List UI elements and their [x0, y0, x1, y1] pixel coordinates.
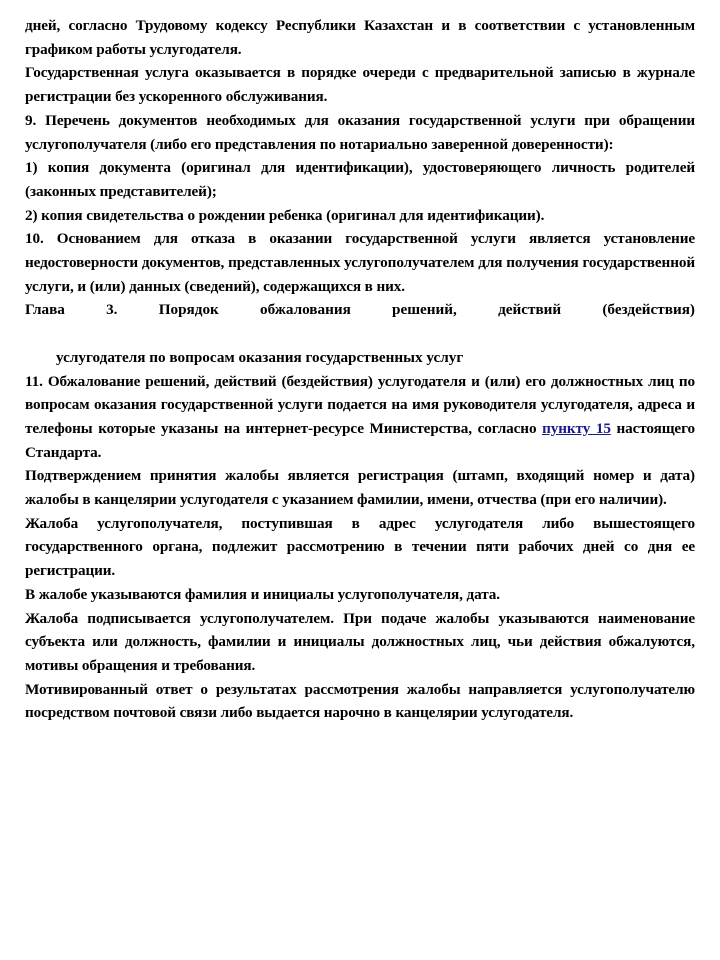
paragraph-queue-order: Государственная услуга оказывается в порядке очереди с предварительной записью в журнале регистрации без ускоренного обслуживания. — [25, 64, 695, 106]
chapter-3-heading-line-1: Глава 3. Порядок обжалования решений, действий (бездействия) — [25, 301, 695, 319]
document-body — [25, 14, 695, 725]
paragraph-item-10-refusal-grounds: 10. Основанием для отказа в оказании государственной услуги является установление недостоверности документов, представленных услугополучателем для получения государственной услуги, и (или) данных (сведений), содержащихся в них. — [25, 230, 695, 295]
paragraph-complaint-review-period: Жалоба услугополучателя, поступившая в адрес услугодателя либо вышестоящего государственного органа, подлежит рассмотрению в течении пяти рабочих дней со дня ее регистрации. — [25, 514, 695, 580]
paragraph-item-11-text-before-link: 11. Обжалование решений, действий (бездействия) услугодателя и (или) его должностных лиц по вопросам оказания государственной услуги подается на имя руководителя услугодателя, адреса и телефоны которые указаны на интернет-ресурсе Министерства, согласно — [25, 372, 695, 437]
paragraph-item-9-documents-list: 9. Перечень документов необходимых для оказания государственной услуги при обращении услугополучателя (либо его представления по нотариально заверенной доверенности): — [25, 111, 695, 153]
paragraph-subitem-2-birth-certificate-copy: 2) копия свидетельства о рождении ребенка (оригинал для идентификации). — [25, 206, 545, 224]
paragraph-item-11-text-after-link: настоящего Стандарта. — [25, 419, 695, 461]
chapter-3-heading — [25, 298, 695, 369]
paragraph-complaint-signature-requirements: Жалоба подписывается услугополучателем. При подаче жалобы указываются наименование субъекта или должность, фамилии и инициалы должностных лиц, чьи действия обжалуются, мотивы обращения и требования. — [25, 609, 695, 674]
paragraph-item-11-appeal-procedure — [25, 370, 695, 465]
paragraph-motivated-answer-delivery: Мотивированный ответ о результатах рассмотрения жалобы направляется услугополучателю посредством почтовой связи либо выдается нарочно в канцелярии услугодателя. — [25, 680, 695, 722]
paragraph-subitem-1-identity-copy: 1) копия документа (оригинал для идентификации), удостоверяющего личность родителей (законных представителей); — [25, 159, 695, 200]
chapter-3-heading-line-2: услугодателя по вопросам оказания государственных услуг — [56, 348, 464, 366]
link-punkt-15[interactable]: пункту 15 — [542, 419, 611, 437]
paragraph-days-labour-code: дней, согласно Трудовому кодексу Республики Казахстан и в соответствии с установленным графиком работы услугодателя. — [25, 17, 695, 58]
paragraph-complaint-required-fields: В жалобе указываются фамилия и инициалы услугополучателя, дата. — [25, 585, 500, 603]
paragraph-complaint-registration-confirmation: Подтверждением принятия жалобы является регистрация (штамп, входящий номер и дата) жалобы в канцелярии услугодателя с указанием фамилии, имени, отчества (при его наличии). — [25, 467, 695, 509]
